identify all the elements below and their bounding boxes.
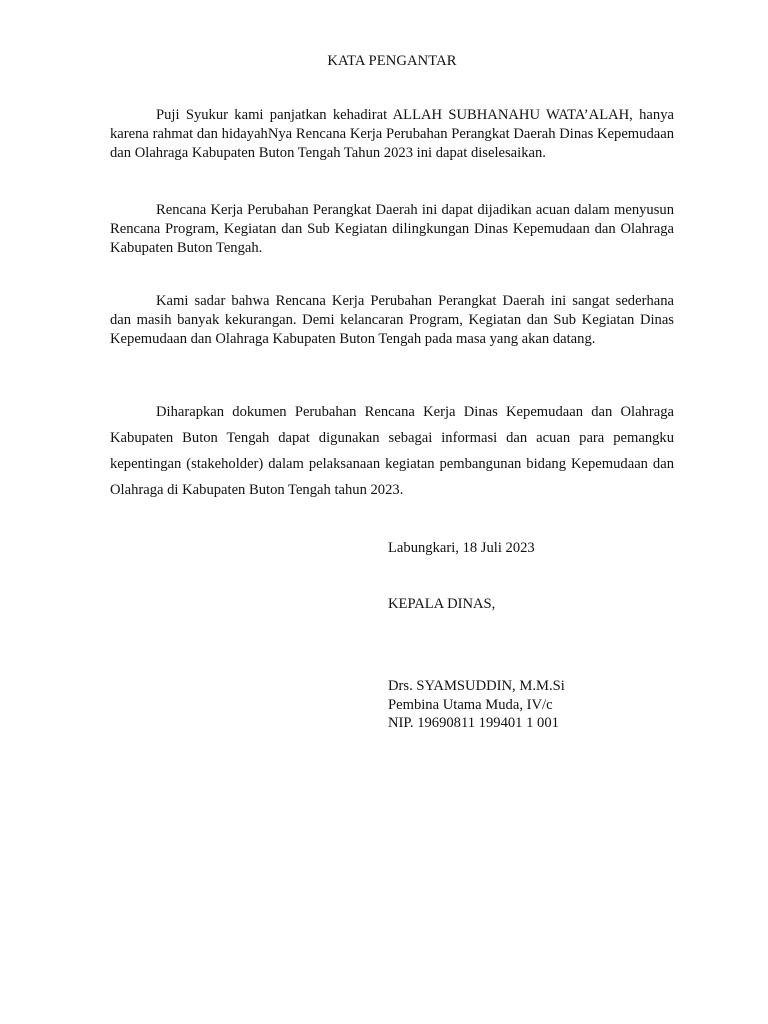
signature-nip: NIP. 19690811 199401 1 001 [388,715,559,731]
paragraph-hope: Diharapkan dokumen Perubahan Rencana Kerja Dinas Kepemudaan dan Olahraga Kabupaten Buton Tengah dapat digunakan sebagai informasi dan acuan para pemangku kepentingan (stakeholder) dalam pelaksanaan kegiatan pembangunan bidang Kepemudaan dan Olahraga di Kabupaten Buton Tengah tahun 2023. [110,404,674,498]
signature-place-date: Labungkari, 18 Juli 2023 [388,540,535,556]
paragraph-reference: Rencana Kerja Perubahan Perangkat Daerah ini dapat dijadikan acuan dalam menyusun Rencana Program, Kegiatan dan Sub Kegiatan dilingkungan Dinas Kepemudaan dan Olahraga Kabupaten Buton Tengah. [110,202,674,256]
paragraph-limitations: Kami sadar bahwa Rencana Kerja Perubahan Perangkat Daerah ini sangat sederhana dan masih banyak kekurangan. Demi kelancaran Program, Kegiatan dan Sub Kegiatan Dinas Kepemudaan dan Olahraga Kabupaten Buton Tengah pada masa yang akan datang. [110,293,674,347]
document-title: KATA PENGANTAR [327,53,457,69]
signature-position: KEPALA DINAS, [388,596,496,612]
signature-name: Drs. SYAMSUDDIN, M.M.Si [388,678,565,694]
signature-rank: Pembina Utama Muda, IV/c [388,697,553,713]
paragraph-gratitude: Puji Syukur kami panjatkan kehadirat ALLAH SUBHANAHU WATA’ALAH, hanya karena rahmat dan hidayahNya Rencana Kerja Perubahan Perangkat Daerah Dinas Kepemudaan dan Olahraga Kabupaten Buton Tengah Tahun 2023 ini dapat diselesaikan. [110,107,674,161]
